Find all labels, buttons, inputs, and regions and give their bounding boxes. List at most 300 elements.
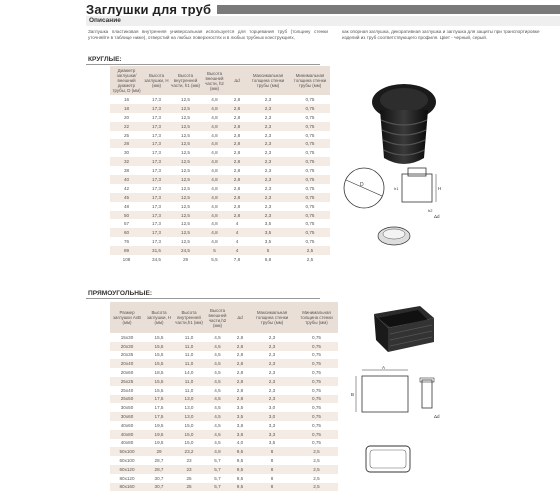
- table-cell: 12,5: [170, 237, 201, 246]
- table-cell: 2,5: [295, 447, 338, 456]
- table-cell: 3,5: [231, 403, 249, 412]
- table-cell: 4,8: [201, 139, 228, 148]
- table-row: [110, 139, 330, 148]
- table-cell: 0,75: [295, 368, 338, 377]
- round-label-d: D: [360, 182, 364, 188]
- table-cell: 17,3: [143, 175, 170, 184]
- round-header-outer-height: Высота внешней части, h2 (мм): [201, 66, 228, 95]
- description-right: как опорная заглушка, декоративная заглушка и заглушка для защиты при транспортировке изделий из труб соответствующего профиля. Цвет - черный, серый.: [342, 29, 540, 41]
- table-cell: 40x60: [110, 421, 144, 430]
- table-cell: 42: [110, 184, 143, 193]
- table-cell: 5: [246, 246, 290, 255]
- table-cell: 2,5: [290, 246, 330, 255]
- table-cell: 0,75: [295, 342, 338, 351]
- table-cell: 5,7: [204, 474, 231, 483]
- table-cell: 3,5: [246, 228, 290, 237]
- table-cell: 13,0: [174, 412, 204, 421]
- table-cell: 32: [110, 157, 143, 166]
- table-row: [110, 430, 338, 439]
- table-cell: 17,3: [143, 184, 170, 193]
- table-cell: 45: [110, 193, 143, 202]
- table-cell: 2,8: [231, 342, 249, 351]
- table-cell: 4,8: [201, 193, 228, 202]
- table-cell: 12,5: [170, 175, 201, 184]
- round-header-min-wall: Минимальная толщина стенки трубы (мм): [290, 66, 330, 95]
- table-cell: 18: [110, 104, 143, 113]
- table-cell: 0,75: [295, 395, 338, 404]
- table-cell: 4,5: [204, 412, 231, 421]
- table-row: [110, 122, 330, 131]
- table-cell: 0,75: [290, 95, 330, 104]
- table-row: [110, 131, 330, 140]
- table-cell: 14,0: [174, 368, 204, 377]
- table-cell: 0,75: [290, 211, 330, 220]
- table-cell: 4,8: [201, 219, 228, 228]
- table-cell: 30x60: [110, 412, 144, 421]
- table-cell: 4,8: [201, 211, 228, 220]
- table-cell: 4,8: [201, 166, 228, 175]
- table-cell: 0,75: [290, 166, 330, 175]
- rect-title-rule: [86, 298, 320, 299]
- round-header-inner-height: Высота внутренней части, h1 (мм): [170, 66, 201, 95]
- table-cell: 4,8: [201, 202, 228, 211]
- table-cell: 2,3: [246, 193, 290, 202]
- table-row: [110, 175, 330, 184]
- table-cell: 3,5: [246, 219, 290, 228]
- table-cell: 34,5: [143, 255, 170, 264]
- table-cell: 2,8: [228, 175, 246, 184]
- table-cell: 50x100: [110, 447, 144, 456]
- table-row: [110, 421, 338, 430]
- table-row: [110, 368, 338, 377]
- table-row: [110, 228, 330, 237]
- table-cell: 25x50: [110, 395, 144, 404]
- table-cell: 12,5: [170, 228, 201, 237]
- table-cell: 0,75: [290, 175, 330, 184]
- rect-header-size: Размер заглушки AxB (мм): [110, 302, 144, 333]
- table-cell: 6,8: [246, 255, 290, 264]
- table-cell: 4: [228, 246, 246, 255]
- table-cell: 2,8: [228, 184, 246, 193]
- table-cell: 0,75: [295, 386, 338, 395]
- table-row: [110, 447, 338, 456]
- table-cell: 17,5: [144, 403, 174, 412]
- table-cell: 3,5: [231, 412, 249, 421]
- table-cell: 23,2: [174, 447, 204, 456]
- table-row: [110, 237, 330, 246]
- table-cell: 4,8: [201, 122, 228, 131]
- table-cell: 30: [110, 148, 143, 157]
- table-cell: 4,8: [201, 237, 228, 246]
- table-cell: 17,3: [143, 104, 170, 113]
- table-cell: 4,5: [204, 395, 231, 404]
- table-cell: 25: [110, 131, 143, 140]
- table-row: [110, 342, 338, 351]
- table-cell: 11,0: [174, 333, 204, 342]
- round-label-h: H: [438, 186, 442, 191]
- table-cell: 2,3: [249, 351, 295, 360]
- table-row: [110, 359, 338, 368]
- table-cell: 2,8: [228, 157, 246, 166]
- table-cell: 2,3: [246, 175, 290, 184]
- table-cell: 2,8: [228, 104, 246, 113]
- table-cell: 9,5: [231, 465, 249, 474]
- table-cell: 18,5: [144, 368, 174, 377]
- table-row: [110, 333, 338, 342]
- table-row: [110, 148, 330, 157]
- table-cell: 9,5: [231, 474, 249, 483]
- table-cell: 12,5: [170, 139, 201, 148]
- table-cell: 48: [110, 202, 143, 211]
- table-cell: 0,75: [295, 439, 338, 448]
- table-row: [110, 377, 338, 386]
- table-cell: 17,3: [143, 122, 170, 131]
- table-cell: 2,3: [246, 211, 290, 220]
- table-cell: 4,8: [201, 184, 228, 193]
- table-cell: 0,75: [295, 377, 338, 386]
- table-cell: 76: [110, 237, 143, 246]
- table-cell: 2,8: [231, 368, 249, 377]
- table-cell: 17,3: [143, 219, 170, 228]
- table-cell: 0,75: [290, 113, 330, 122]
- table-cell: 28,7: [144, 465, 174, 474]
- table-cell: 17,3: [143, 131, 170, 140]
- table-cell: 23: [174, 456, 204, 465]
- table-cell: 9,5: [231, 456, 249, 465]
- table-cell: 20x60: [110, 368, 144, 377]
- table-row: [110, 465, 338, 474]
- round-header-delta-d: Δd: [228, 66, 246, 95]
- table-cell: 2,5: [295, 483, 338, 492]
- table-cell: 17,5: [144, 412, 174, 421]
- rect-spec-table: [110, 302, 338, 491]
- table-cell: 2,3: [249, 342, 295, 351]
- table-cell: 2,3: [249, 359, 295, 368]
- table-cell: 4,5: [204, 333, 231, 342]
- table-cell: 15,0: [174, 421, 204, 430]
- table-cell: 2,3: [246, 157, 290, 166]
- table-cell: 0,75: [290, 193, 330, 202]
- table-cell: 4,5: [204, 421, 231, 430]
- table-cell: 12,5: [170, 131, 201, 140]
- table-cell: 0,75: [290, 219, 330, 228]
- table-cell: 30,7: [144, 474, 174, 483]
- table-row: [110, 395, 338, 404]
- table-cell: 30,7: [144, 483, 174, 492]
- table-cell: 2,3: [246, 166, 290, 175]
- table-cell: 0,75: [290, 148, 330, 157]
- table-cell: 0,75: [290, 202, 330, 211]
- table-cell: 2,5: [295, 456, 338, 465]
- table-cell: 4,0: [231, 439, 249, 448]
- table-cell: 2,3: [246, 95, 290, 104]
- table-cell: 12,5: [170, 202, 201, 211]
- table-cell: 28,7: [144, 456, 174, 465]
- table-cell: 20x35: [110, 351, 144, 360]
- table-cell: 2,8: [231, 333, 249, 342]
- table-cell: 17,3: [143, 237, 170, 246]
- table-cell: 4,5: [204, 342, 231, 351]
- table-row: [110, 386, 338, 395]
- table-cell: 40x80: [110, 439, 144, 448]
- table-cell: 17,3: [143, 202, 170, 211]
- rect-header-max-wall: Максимальная толщина стенки трубы (мм): [249, 302, 295, 333]
- round-header-max-wall: Максимальная толщина стенки трубы (мм): [246, 66, 290, 95]
- rect-cap-drawing: [350, 362, 450, 482]
- table-cell: 15,5: [144, 359, 174, 368]
- table-cell: 2,3: [246, 113, 290, 122]
- table-cell: 4,8: [204, 447, 231, 456]
- table-cell: 2,8: [231, 359, 249, 368]
- table-cell: 19,5: [144, 430, 174, 439]
- table-cell: 9,5: [231, 483, 249, 492]
- table-cell: 2,8: [228, 202, 246, 211]
- description-left: Заглушка пластиковая внутренняя универсальная используется для торцевания труб (толщину стенки уточняйте в таблице ниже), отверстий на любых поверхностях и в любых трубных конструкциях,: [88, 29, 328, 41]
- table-cell: 4,8: [201, 131, 228, 140]
- table-cell: 2,8: [228, 166, 246, 175]
- table-cell: 4,5: [204, 403, 231, 412]
- table-cell: 12,5: [170, 184, 201, 193]
- round-header-diameter: Диаметр заглушки/ внешний диаметр трубы, D (мм): [110, 66, 143, 95]
- table-cell: 3,3: [249, 421, 295, 430]
- table-cell: 0,75: [295, 351, 338, 360]
- table-cell: 11,0: [174, 386, 204, 395]
- table-cell: 3,5: [249, 439, 295, 448]
- table-cell: 20: [110, 113, 143, 122]
- table-cell: 0,75: [295, 430, 338, 439]
- rect-cap-photo: [368, 300, 438, 358]
- table-cell: 0,75: [295, 333, 338, 342]
- table-cell: 2,8: [228, 148, 246, 157]
- table-cell: 2,8: [231, 386, 249, 395]
- table-cell: 2,3: [249, 395, 295, 404]
- table-cell: 2,3: [246, 139, 290, 148]
- table-row: [110, 412, 338, 421]
- table-cell: 25x25: [110, 377, 144, 386]
- rect-header-inner-height: Высота внутренней части,h1 (мм): [174, 302, 204, 333]
- table-cell: 4,8: [201, 148, 228, 157]
- table-cell: 17,3: [143, 157, 170, 166]
- table-cell: 17,3: [143, 148, 170, 157]
- table-cell: 2,5: [295, 474, 338, 483]
- table-cell: 57: [110, 219, 143, 228]
- round-cap-photo: [368, 80, 440, 172]
- table-cell: 4,5: [204, 430, 231, 439]
- table-cell: 2,8: [228, 131, 246, 140]
- table-cell: 12,5: [170, 122, 201, 131]
- table-cell: 0,75: [290, 237, 330, 246]
- table-cell: 3,0: [249, 412, 295, 421]
- table-cell: 3,8: [231, 421, 249, 430]
- table-row: [110, 483, 338, 492]
- table-cell: 2,3: [246, 131, 290, 140]
- table-cell: 0,75: [295, 412, 338, 421]
- table-cell: 17,3: [143, 211, 170, 220]
- table-cell: 4,8: [201, 228, 228, 237]
- table-cell: 22: [110, 122, 143, 131]
- table-cell: 19,5: [144, 421, 174, 430]
- table-cell: 15x30: [110, 333, 144, 342]
- rect-header-outer-height: Высота внешней части,h2 (мм): [204, 302, 231, 333]
- table-row: [110, 219, 330, 228]
- table-cell: 15,0: [174, 439, 204, 448]
- table-cell: 0,75: [290, 104, 330, 113]
- table-cell: 2,3: [249, 368, 295, 377]
- table-row: [110, 113, 330, 122]
- table-cell: 4: [228, 237, 246, 246]
- page-title-bar: [86, 3, 560, 15]
- table-cell: 4,5: [204, 368, 231, 377]
- table-cell: 15,5: [144, 386, 174, 395]
- round-label-delta-d: Δd: [434, 214, 440, 219]
- table-row: [110, 95, 330, 104]
- rect-header-height: Высота заглушки, H (мм): [144, 302, 174, 333]
- round-cap-drawing: [338, 160, 448, 252]
- rect-label-a: A: [382, 365, 386, 370]
- table-cell: 8: [249, 456, 295, 465]
- table-row: [110, 211, 330, 220]
- table-cell: 2,5: [295, 465, 338, 474]
- page-title: Заглушки для труб: [86, 1, 212, 17]
- table-cell: 4: [228, 219, 246, 228]
- table-cell: 2,8: [228, 113, 246, 122]
- table-cell: 11,0: [174, 342, 204, 351]
- table-cell: 11,0: [174, 377, 204, 386]
- table-cell: 13,0: [174, 403, 204, 412]
- table-cell: 5,7: [204, 456, 231, 465]
- table-row: [110, 255, 330, 264]
- table-cell: 15,5: [144, 342, 174, 351]
- table-cell: 4,5: [204, 351, 231, 360]
- table-cell: 40: [110, 175, 143, 184]
- table-cell: 11,0: [174, 351, 204, 360]
- rect-label-b: B: [351, 392, 355, 397]
- table-cell: 16: [110, 95, 143, 104]
- table-cell: 4,5: [204, 359, 231, 368]
- table-cell: 25: [174, 483, 204, 492]
- table-cell: 2,5: [290, 255, 330, 264]
- table-cell: 4: [228, 228, 246, 237]
- table-cell: 4,8: [201, 175, 228, 184]
- table-cell: 12,5: [170, 219, 201, 228]
- table-cell: 5,7: [204, 465, 231, 474]
- table-row: [110, 104, 330, 113]
- table-cell: 25x40: [110, 386, 144, 395]
- table-cell: 17,3: [143, 166, 170, 175]
- table-cell: 60x120: [110, 465, 144, 474]
- table-cell: 5,5: [201, 255, 228, 264]
- table-cell: 2,8: [231, 377, 249, 386]
- table-cell: 2,3: [246, 104, 290, 113]
- table-row: [110, 474, 338, 483]
- table-cell: 2,8: [231, 395, 249, 404]
- table-cell: 4,5: [204, 386, 231, 395]
- round-label-h2: h2: [428, 208, 433, 213]
- rect-header-delta-d: Δd: [231, 302, 249, 333]
- table-row: [110, 202, 330, 211]
- table-cell: 80x160: [110, 483, 144, 492]
- table-cell: 12,5: [170, 95, 201, 104]
- table-cell: 3,3: [249, 430, 295, 439]
- table-cell: 12,5: [170, 166, 201, 175]
- table-cell: 2,3: [246, 202, 290, 211]
- table-cell: 4,8: [201, 157, 228, 166]
- table-cell: 4,8: [201, 113, 228, 122]
- table-cell: 12,5: [170, 104, 201, 113]
- table-cell: 5: [201, 246, 228, 255]
- table-cell: 5,7: [204, 483, 231, 492]
- table-cell: 25: [174, 474, 204, 483]
- table-row: [110, 157, 330, 166]
- table-cell: 9,5: [231, 447, 249, 456]
- table-cell: 24,5: [170, 246, 201, 255]
- table-cell: 8: [249, 474, 295, 483]
- table-cell: 30x50: [110, 403, 144, 412]
- table-cell: 0,75: [295, 403, 338, 412]
- table-cell: 7,8: [228, 255, 246, 264]
- table-row: [110, 184, 330, 193]
- table-cell: 17,3: [143, 139, 170, 148]
- table-cell: 19,5: [144, 439, 174, 448]
- table-cell: 0,75: [290, 228, 330, 237]
- table-cell: 0,75: [295, 421, 338, 430]
- table-cell: 0,75: [290, 122, 330, 131]
- title-divider: [217, 5, 560, 14]
- table-cell: 4,8: [201, 95, 228, 104]
- table-cell: 2,3: [246, 122, 290, 131]
- table-cell: 17,3: [143, 228, 170, 237]
- table-cell: 0,75: [290, 184, 330, 193]
- table-cell: 12,5: [170, 193, 201, 202]
- table-cell: 2,3: [249, 333, 295, 342]
- table-cell: 17,3: [143, 113, 170, 122]
- table-cell: 12,5: [170, 211, 201, 220]
- table-cell: 108: [110, 255, 143, 264]
- table-cell: 3,8: [231, 430, 249, 439]
- table-cell: 50: [110, 211, 143, 220]
- table-cell: 12,5: [170, 113, 201, 122]
- table-row: [110, 166, 330, 175]
- table-cell: 8: [249, 483, 295, 492]
- table-cell: 60x100: [110, 456, 144, 465]
- table-row: [110, 403, 338, 412]
- table-cell: 0,75: [290, 131, 330, 140]
- table-cell: 2,8: [228, 122, 246, 131]
- table-cell: 29: [144, 447, 174, 456]
- table-cell: 15,0: [174, 430, 204, 439]
- round-table-title: КРУГЛЫЕ:: [88, 56, 122, 63]
- table-cell: 15,5: [144, 351, 174, 360]
- rect-header-min-wall: Минимальная толщина стенки трубы (мм): [295, 302, 338, 333]
- table-cell: 3,5: [246, 237, 290, 246]
- table-cell: 4,5: [204, 439, 231, 448]
- table-cell: 28: [110, 139, 143, 148]
- table-cell: 2,3: [246, 148, 290, 157]
- table-cell: 15,5: [144, 377, 174, 386]
- table-cell: 2,3: [249, 386, 295, 395]
- table-row: [110, 456, 338, 465]
- table-cell: 2,8: [228, 211, 246, 220]
- table-cell: 3,0: [249, 403, 295, 412]
- table-cell: 12,5: [170, 157, 201, 166]
- rect-table-title: ПРЯМОУГОЛЬНЫЕ:: [88, 290, 153, 297]
- table-cell: 17,3: [143, 95, 170, 104]
- table-cell: 2,8: [228, 95, 246, 104]
- table-cell: 2,8: [228, 193, 246, 202]
- table-cell: 2,8: [231, 351, 249, 360]
- table-cell: 11,0: [174, 359, 204, 368]
- table-cell: 20x40: [110, 359, 144, 368]
